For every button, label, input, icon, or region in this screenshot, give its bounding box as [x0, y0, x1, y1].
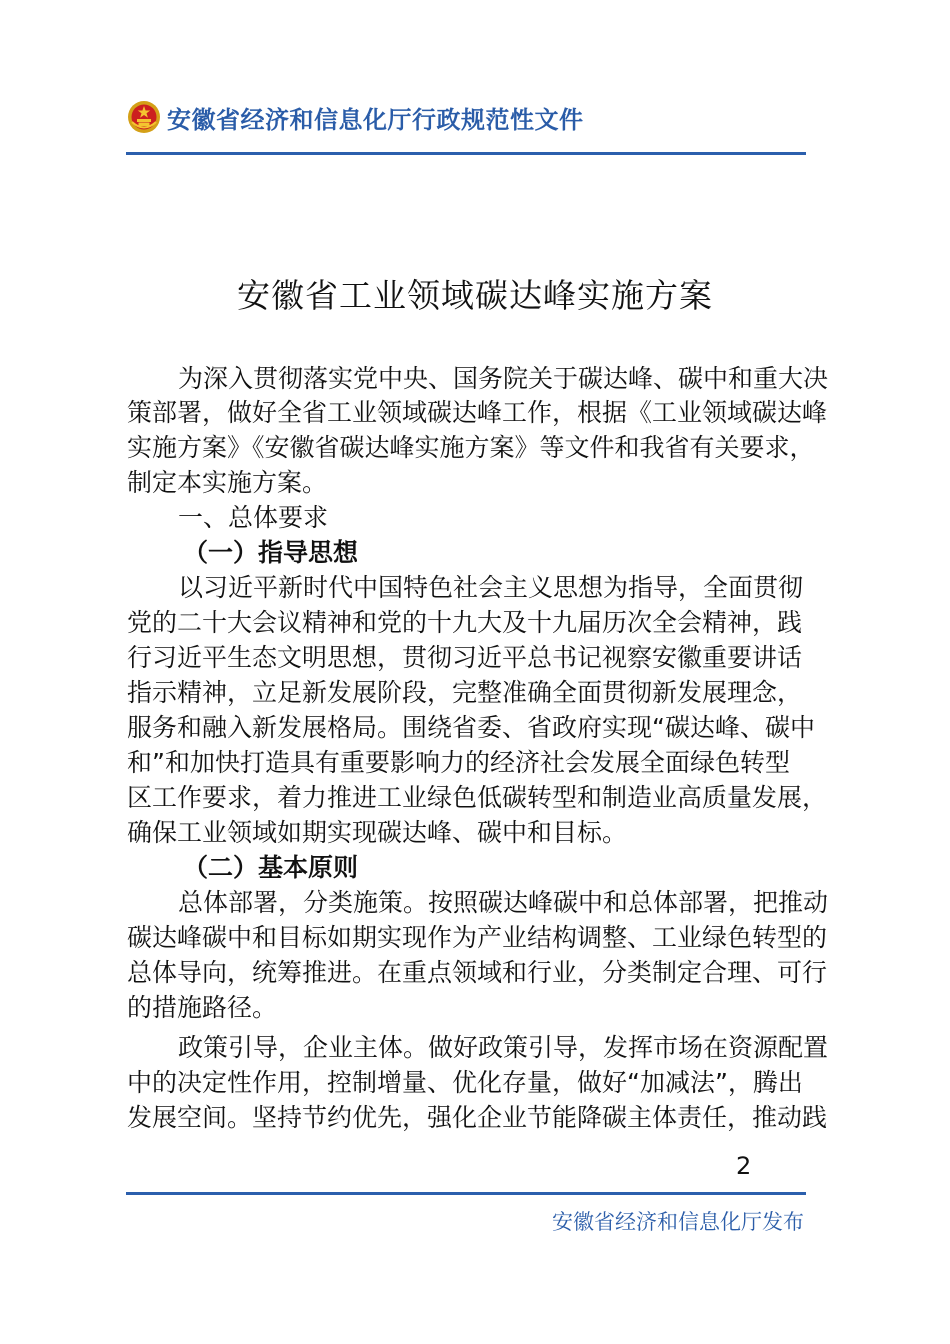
paragraph-line: 制定本实施方案。: [127, 468, 328, 497]
section-heading: 一、总体要求: [178, 503, 329, 532]
paragraph-line: 政策引导，企业主体。做好政策引导，发挥市场在资源配置: [178, 1033, 829, 1062]
paragraph-line: 指示精神，立足新发展阶段，完整准确全面贯彻新发展理念，: [127, 678, 803, 707]
paragraph-line: 总体部署，分类施策。按照碳达峰碳中和总体部署，把推动: [178, 888, 829, 917]
subsection-heading: （一）指导思想: [183, 538, 359, 567]
paragraph-line: 发展空间。坚持节约优先，强化企业节能降碳主体责任，推动践: [127, 1103, 828, 1132]
paragraph-line: 策部署，做好全省工业领域碳达峰工作，根据《工业领域碳达峰: [127, 398, 828, 427]
footer-divider: [126, 1192, 806, 1195]
paragraph-line: 行习近平生态文明思想，贯彻习近平总书记视察安徽重要讲话: [127, 643, 803, 672]
paragraph-line: 确保工业领域如期实现碳达峰、碳中和目标。: [127, 818, 628, 847]
paragraph-line: 为深入贯彻落实党中央、国务院关于碳达峰、碳中和重大决: [178, 364, 829, 393]
national-emblem-icon: [127, 100, 161, 134]
page-number: 2: [736, 1152, 752, 1180]
subsection-heading: （二）基本原则: [183, 853, 359, 882]
paragraph-line: 的措施路径。: [127, 993, 278, 1022]
paragraph-line: 中的决定性作用，控制增量、优化存量，做好“加减法”，腾出: [127, 1068, 803, 1097]
header-title: 安徽省经济和信息化厅行政规范性文件: [167, 105, 584, 134]
paragraph-line: 服务和融入新发展格局。围绕省委、省政府实现“碳达峰、碳中: [127, 713, 815, 742]
header-divider: [126, 152, 806, 155]
paragraph-line: 碳达峰碳中和目标如期实现作为产业结构调整、工业绿色转型的: [127, 923, 828, 952]
paragraph-line: 区工作要求，着力推进工业绿色低碳转型和制造业高质量发展，: [127, 783, 828, 812]
document-title: 安徽省工业领域碳达峰实施方案: [237, 276, 713, 315]
paragraph-line: 总体导向，统筹推进。在重点领域和行业，分类制定合理、可行: [127, 958, 828, 987]
document-header: [127, 96, 584, 138]
footer-publisher: 安徽省经济和信息化厅发布: [552, 1210, 804, 1234]
paragraph-line: 党的二十大会议精神和党的十九大及十九届历次全会精神，践: [127, 608, 803, 637]
paragraph-line: 以习近平新时代中国特色社会主义思想为指导，全面贯彻: [178, 573, 804, 602]
paragraph-line: 和”和加快打造具有重要影响力的经济社会发展全面绿色转型: [127, 748, 790, 777]
paragraph-line: 实施方案》《安徽省碳达峰实施方案》等文件和我省有关要求，: [127, 433, 815, 462]
